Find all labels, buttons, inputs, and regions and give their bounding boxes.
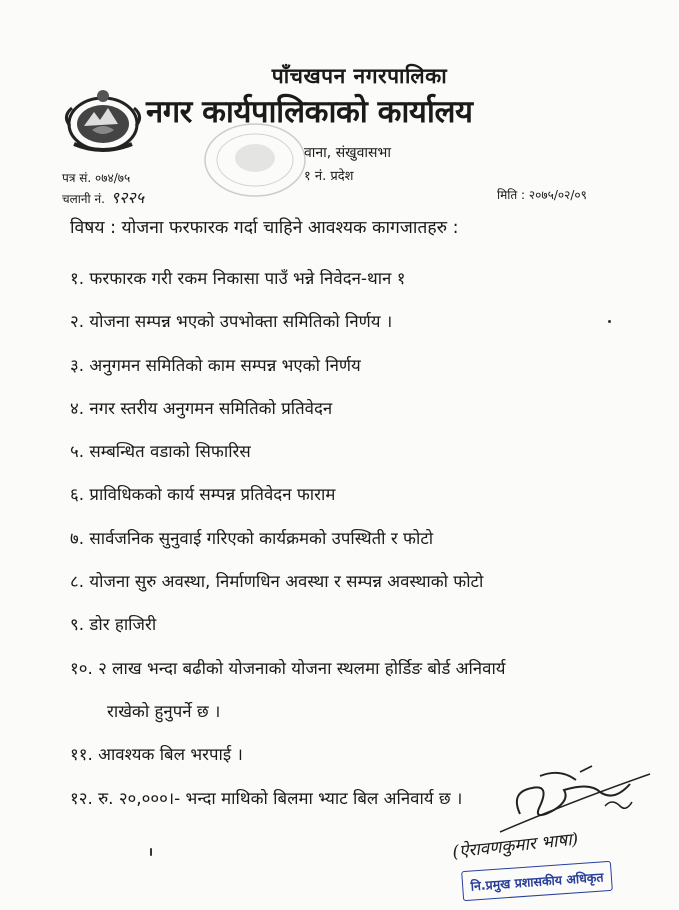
office-title: नगर कार्यपालिकाको कार्यालय xyxy=(146,94,473,130)
requirements-list xyxy=(70,268,640,831)
officer-stamp xyxy=(461,861,613,901)
list-item: ३. अनुगमन समितिको काम सम्पन्न भएको निर्णय xyxy=(70,354,361,375)
ink-speck xyxy=(608,320,611,323)
stamp-text: नि.प्रमुख प्रशासकीय अधिकृत xyxy=(470,868,604,894)
signatory-name: (ऐरावणकुमार भाषा) xyxy=(451,829,580,863)
nepal-emblem-icon xyxy=(62,86,144,154)
list-item: ८. योजना सुरु अवस्था, निर्माणधिन अवस्था र सम्पन्न अवस्थाको फोटो xyxy=(70,571,484,592)
dispatch-number: ९२२५ xyxy=(110,188,145,207)
municipality-name: पाँचखपन नगरपालिका xyxy=(271,64,448,88)
watermark-seal-icon xyxy=(200,120,310,200)
list-item: ७. सार्वजनिक सुनुवाई गरिएको कार्यक्रमको उपस्थिती र फोटो xyxy=(70,527,434,548)
address-line-2: १ नं. प्रदेश xyxy=(304,169,354,184)
list-item-continuation: राखेको हुनुपर्ने छ । xyxy=(107,700,221,721)
address-line-1: वाना, संखुवासभा xyxy=(304,145,391,161)
list-item: १. फरफारक गरी रकम निकासा पाउँ भन्ने निवेदन-थान १ xyxy=(70,268,406,288)
list-item: १२. रु. २०,०००।- भन्दा माथिको बिलमा भ्याट बिल अनिवार्य छ । xyxy=(70,787,463,808)
list-item: ६. प्राविधिकको कार्य सम्पन्न प्रतिवेदन फाराम xyxy=(70,484,336,505)
list-item: ४. नगर स्तरीय अनुगमन समितिको प्रतिवेदन xyxy=(70,397,333,418)
list-item: ५. सम्बन्धित वडाको सिफारिस xyxy=(70,441,251,462)
dispatch-label: चलानी नं. xyxy=(62,192,105,206)
subject-line: विषय : योजना फरफारक गर्दा चाहिने आवश्यक कागजातहरु : xyxy=(70,218,459,238)
dispatch-number-row xyxy=(62,186,144,208)
list-item: १०. २ लाख भन्दा बढीको योजनाको योजना स्थलमा होर्डिङ बोर्ड अनिवार्य xyxy=(70,657,506,678)
date: मिति : २०७५/०२/०९ xyxy=(497,188,587,202)
ink-speck xyxy=(150,848,152,856)
list-item: ११. आवश्यक बिल भरपाई । xyxy=(70,744,243,765)
letter-number: पत्र सं. ०७४/७५ xyxy=(62,171,131,185)
list-item: २. योजना सम्पन्न भएको उपभोक्ता समितिको निर्णय । xyxy=(70,311,393,332)
list-item: ९. डोर हाजिरी xyxy=(70,614,157,635)
